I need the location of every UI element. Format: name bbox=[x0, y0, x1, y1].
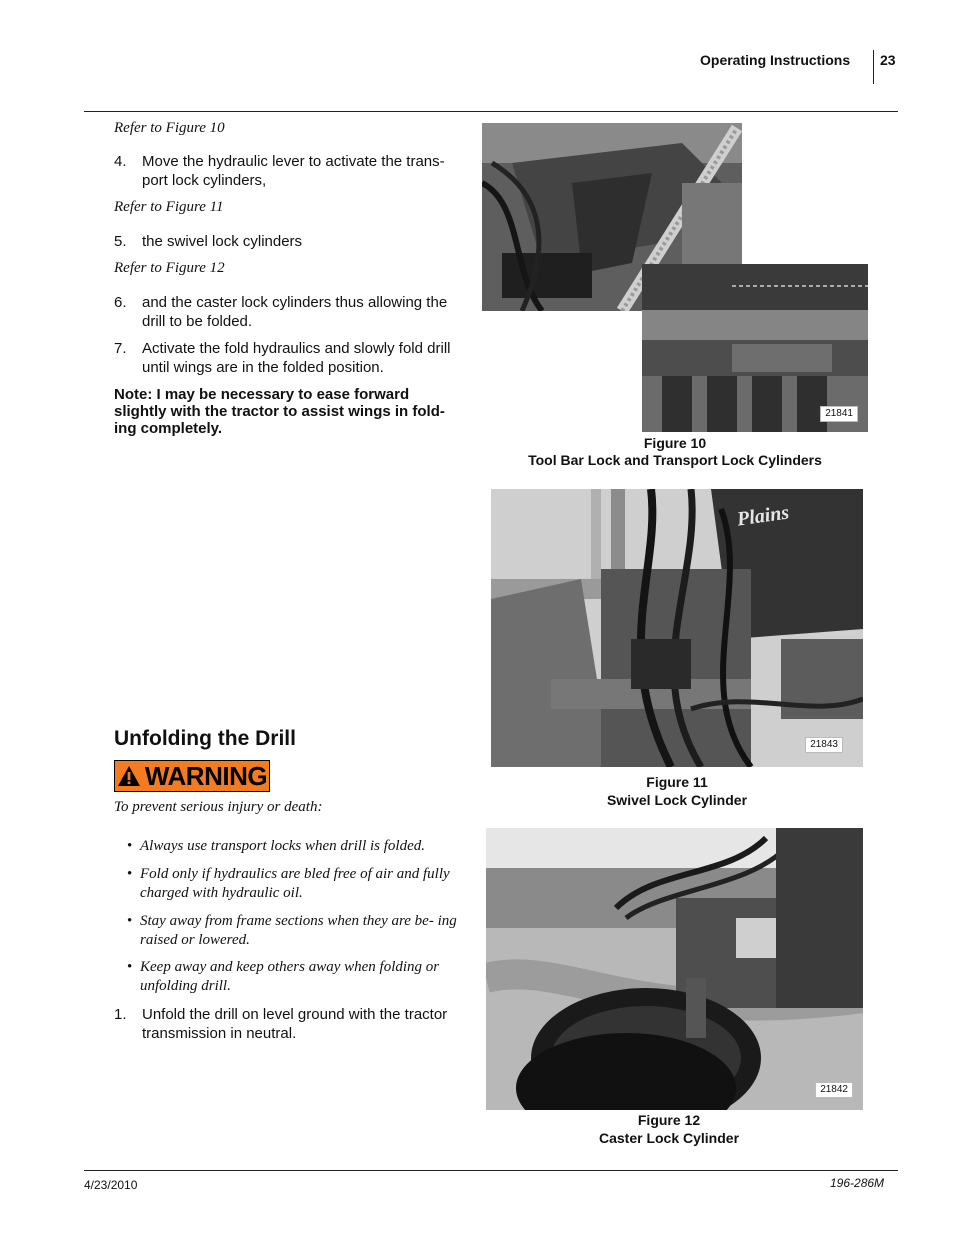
step-text: Unfold the drill on level ground with the tractor transmission in neutral. bbox=[142, 1006, 448, 1042]
figure-11-photo bbox=[491, 489, 863, 767]
warning-label bbox=[114, 760, 270, 792]
step-text: Move the hydraulic lever to activate the trans- port lock cylinders, bbox=[142, 153, 445, 189]
section-title: Unfolding the Drill bbox=[114, 727, 296, 750]
top-rule bbox=[84, 111, 898, 112]
step-1 bbox=[114, 1005, 454, 1045]
photo-id: 21841 bbox=[820, 406, 858, 422]
step-number: 4. bbox=[114, 153, 127, 170]
figure-11-caption: Swivel Lock Cylinder bbox=[606, 792, 748, 808]
figure-10-photo-bottom bbox=[642, 264, 868, 432]
figure-10-label: Figure 10 bbox=[643, 435, 707, 451]
step-6 bbox=[114, 293, 454, 333]
warning-triangle-icon bbox=[117, 765, 141, 787]
header-divider bbox=[873, 50, 874, 84]
figure-12-label: Figure 12 bbox=[637, 1112, 701, 1128]
footer-part-number: 196-286M bbox=[830, 1176, 885, 1190]
running-header-title: Operating Instructions bbox=[700, 52, 851, 68]
step-7 bbox=[114, 339, 454, 379]
figure-12-caption: Caster Lock Cylinder bbox=[598, 1130, 740, 1146]
figure-10-caption: Tool Bar Lock and Transport Lock Cylinders bbox=[528, 452, 822, 468]
figure-11-label: Figure 11 bbox=[646, 774, 708, 790]
step-number: 5. bbox=[114, 233, 127, 250]
note-text: Note: I may be necessary to ease forward slightly with the tractor to assist wings in fold- ing completely. bbox=[114, 386, 445, 437]
step-4 bbox=[114, 152, 454, 192]
figure-12-photo bbox=[486, 828, 863, 1110]
photo-id: 21842 bbox=[815, 1082, 853, 1098]
step-number: 7. bbox=[114, 340, 127, 357]
warning-bullet: • Keep away and keep others away when folding or unfolding drill. bbox=[127, 958, 462, 998]
bullet-text: Stay away from frame sections when they are be- ing raised or lowered. bbox=[140, 913, 457, 948]
step-text: Activate the fold hydraulics and slowly fold drill until wings are in the folded position. bbox=[142, 340, 451, 376]
footer-date: 4/23/2010 bbox=[84, 1178, 138, 1192]
warning-label-text: WARNING bbox=[144, 761, 268, 791]
step-text: and the caster lock cylinders thus allowing the drill to be folded. bbox=[142, 294, 448, 330]
warning-intro: To prevent serious injury or death: bbox=[114, 799, 323, 815]
warning-bullet: • Stay away from frame sections when they are be- ing raised or lowered. bbox=[127, 912, 462, 952]
warning-bullet: • Always use transport locks when drill is folded. bbox=[127, 837, 462, 857]
step-number: 6. bbox=[114, 294, 127, 311]
refer-to-figure-12: Refer to Figure 12 bbox=[114, 260, 225, 276]
bullet-text: Always use transport locks when drill is folded. bbox=[140, 838, 425, 854]
page-number: 23 bbox=[880, 52, 896, 68]
step-number: 1. bbox=[114, 1006, 127, 1023]
refer-to-figure-10: Refer to Figure 10 bbox=[114, 120, 225, 136]
warning-bullet: • Fold only if hydraulics are bled free of air and fully charged with hydraulic oil. bbox=[127, 865, 462, 905]
photo-id: 21843 bbox=[805, 737, 843, 753]
photo-brand-text: Plains bbox=[735, 501, 791, 531]
bottom-rule bbox=[84, 1170, 898, 1171]
refer-to-figure-11: Refer to Figure 11 bbox=[114, 199, 224, 215]
bullet-text: Fold only if hydraulics are bled free of air and fully charged with hydraulic oil. bbox=[140, 866, 450, 901]
step-5 bbox=[114, 232, 454, 252]
bullet-text: Keep away and keep others away when folding or unfolding drill. bbox=[140, 959, 440, 994]
step-text: the swivel lock cylinders bbox=[142, 233, 303, 250]
